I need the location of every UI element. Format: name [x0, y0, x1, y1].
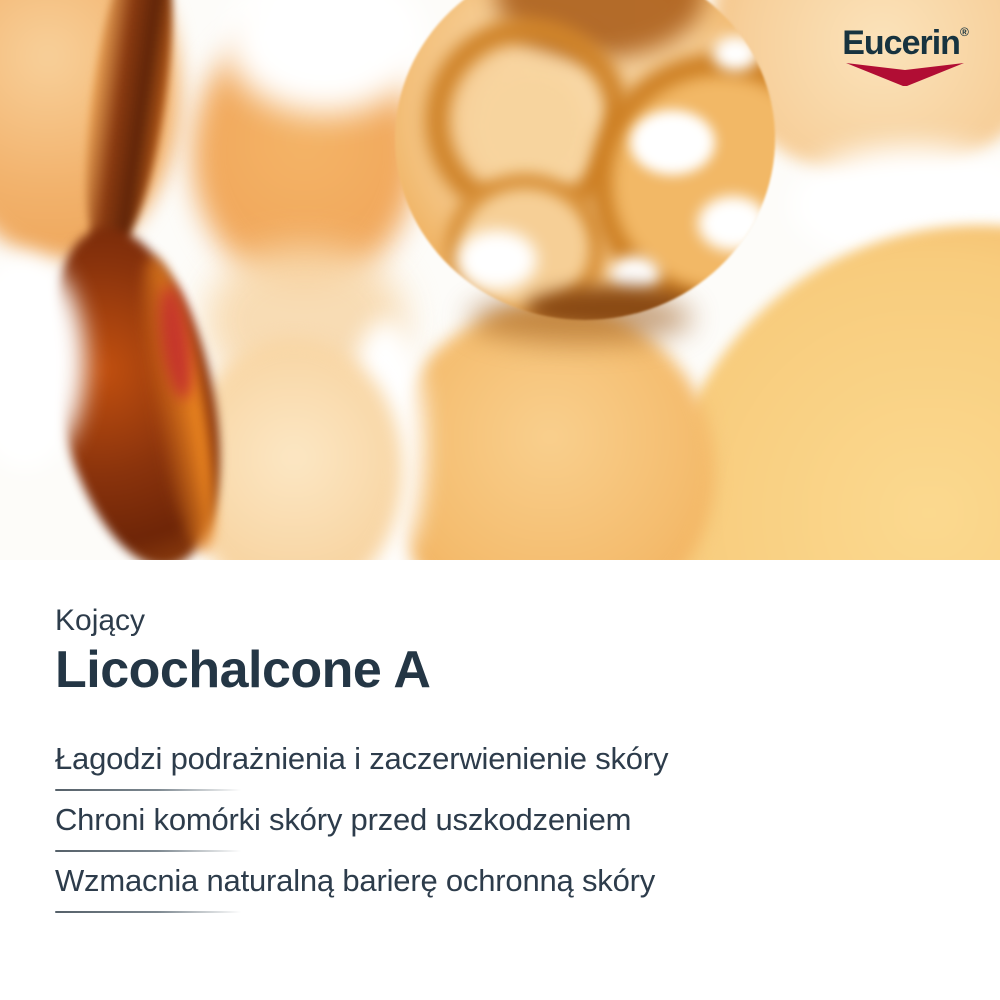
eucerin-wordmark: Eucerin® — [842, 24, 968, 62]
benefit-divider — [55, 911, 241, 913]
hero-capsule-highlight — [457, 230, 537, 290]
benefit-item — [55, 802, 955, 852]
benefit-text: Wzmacnia naturalną barierę ochronną skóry — [55, 863, 656, 898]
eyebrow-label: Kojący — [55, 604, 146, 637]
eucerin-chevron-icon — [846, 63, 964, 87]
hero-capsule-highlight — [630, 110, 715, 175]
benefit-text: Chroni komórki skóry przed uszkodzeniem — [55, 802, 632, 837]
registered-mark: ® — [959, 25, 968, 39]
benefit-text: Łagodzi podrażnienia i zaczerwienienie skóry — [55, 741, 669, 776]
benefit-item — [55, 741, 955, 791]
hero-capsule-reflection — [473, 66, 593, 186]
ingredient-title: Licochalcone A — [55, 641, 431, 699]
hero-capsule-highlight — [713, 36, 758, 71]
eucerin-logo — [840, 26, 970, 87]
benefit-divider — [55, 789, 241, 791]
hero-capsule — [395, 0, 775, 320]
hero-capsule-highlight — [698, 196, 768, 251]
capsule-bokeh-blob — [385, 305, 715, 560]
benefit-item — [55, 863, 955, 913]
benefit-divider — [55, 850, 241, 852]
